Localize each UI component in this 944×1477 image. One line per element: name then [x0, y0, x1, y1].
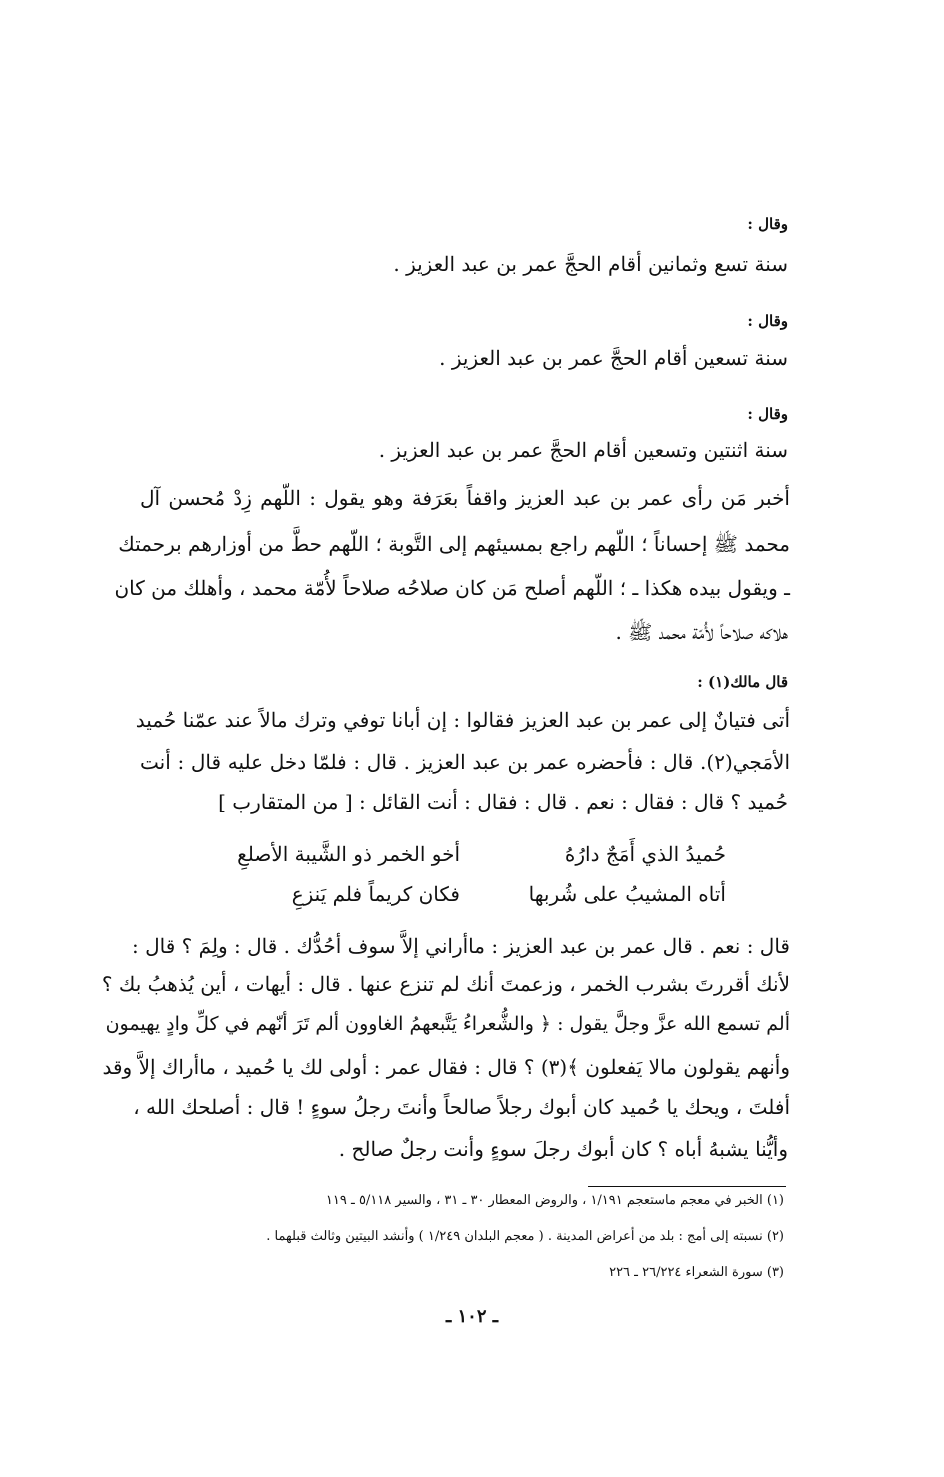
paragraph-line: الأمَجي(٢). قال : فأحضره عمر بن عبد العزيز . قال : فلمّا دخل عليه قال : أنت	[140, 750, 790, 774]
verse-hemistich-first: حُميدُ الذي أَمَجٌ دارُهُ	[564, 842, 726, 866]
paragraph-line: ـ ويقول بيده هكذا ـ ؛ اللّهم أصلح مَن كان صلاحُه صلاحاً لأُمّة محمد ، وأهلك من كان	[114, 576, 790, 600]
footnote: (٢) نسبته إلى أمج : بلد من أعراض المدينة . ( معجم البلدان ١/٢٤٩ ) وأنشد البيتين وثالث قبلهما .	[266, 1229, 784, 1244]
paragraph-line: قال : نعم . قال عمر بن عبد العزيز : ماأراني إلاَّ سوف أحُدُّك . قال : ولِمَ ؟ قال :	[132, 934, 790, 958]
paragraph-line: هلاكه صلاحاً لأُمّة محمد ﷺ .	[615, 620, 788, 644]
paragraph-line: أتى فتيانٌ إلى عمر بن عبد العزيز فقالوا : إن أبانا توفي وترك مالاً عند عمّنا حُميد	[135, 708, 790, 732]
paragraph-line: محمد ﷺ إحساناً ؛ اللّهم راجع بمسيئهم إلى التَّوبة ؛ اللّهم حطَّ من أوزارهم برحمتك	[118, 532, 790, 556]
paragraph-line: وأنهم يقولون مالا يَفعلون ﴾(٣) ؟ قال : فقال عمر : أولى لك يا حُميد ، ماأراك إلاَّ وقد	[102, 1055, 790, 1079]
verse-hemistich-second: فكان كريماً فلم يَنزعِ	[291, 882, 460, 906]
paragraph-line: ألم تسمع الله عزَّ وجلَّ يقول : ﴿ والشُّعراءُ يَتَّبعهمُ الغاوون ألم تَرَ أنّهم في كلِّ وادٍ يهيمون	[105, 1013, 790, 1035]
footnote: (١) الخبر في معجم ماستعجم ١/١٩١ ، والروض المعطار ٣٠ ـ ٣١ ، والسير ٥/١١٨ ـ ١١٩	[325, 1193, 784, 1208]
section-heading: وقال :	[747, 405, 788, 423]
paragraph-line: لأنك أقررتَ بشرب الخمر ، وزعمتَ أنك لم تنزع عنها . قال : أيهات ، أين يُذهبُ بك ؟	[101, 972, 790, 996]
paragraph-line: وأيُّنا يشبهُ أباه ؟ كان أبوك رجلَ سوءٍ وأنت رجلٌ صالح .	[338, 1137, 788, 1161]
page-number: ـ ١٠٢ ـ	[445, 1306, 499, 1327]
paragraph-line: حُميد ؟ قال : فقال : نعم . قال : فقال : أنت القائل : [ من المتقارب ]	[218, 790, 788, 814]
text-line: سنة اثنتين وتسعين أقام الحجَّ عمر بن عبد العزيز .	[378, 438, 788, 462]
section-heading: وقال :	[747, 215, 788, 233]
text-line: سنة تسع وثمانين أقام الحجَّ عمر بن عبد العزيز .	[393, 252, 788, 276]
text-line: سنة تسعين أقام الحجَّ عمر بن عبد العزيز .	[439, 346, 788, 370]
section-heading: وقال :	[747, 312, 788, 330]
paragraph-line: أخبر مَن رأى عمر بن عبد العزيز واقفاً بعَرَفة وهو يقول : اللّهم زِدْ مُحسن آل	[140, 486, 790, 510]
section-heading: قال مالك(١) :	[697, 673, 788, 691]
verse-hemistich-first: أتاه المشيبُ على شُربها	[528, 882, 726, 906]
paragraph-line: أفلتَ ، ويحك يا حُميد كان أبوك رجلاً صالحاً وأنتَ رجلُ سوءٍ ! قال : أصلحك الله ،	[133, 1095, 790, 1119]
footnote: (٣) سورة الشعراء ٢٦/٢٢٤ ـ ٢٢٦	[609, 1265, 784, 1280]
verse-hemistich-second: أخو الخمر ذو الشَّيبة الأصلعِ	[237, 842, 460, 866]
footnote-divider	[588, 1186, 786, 1187]
